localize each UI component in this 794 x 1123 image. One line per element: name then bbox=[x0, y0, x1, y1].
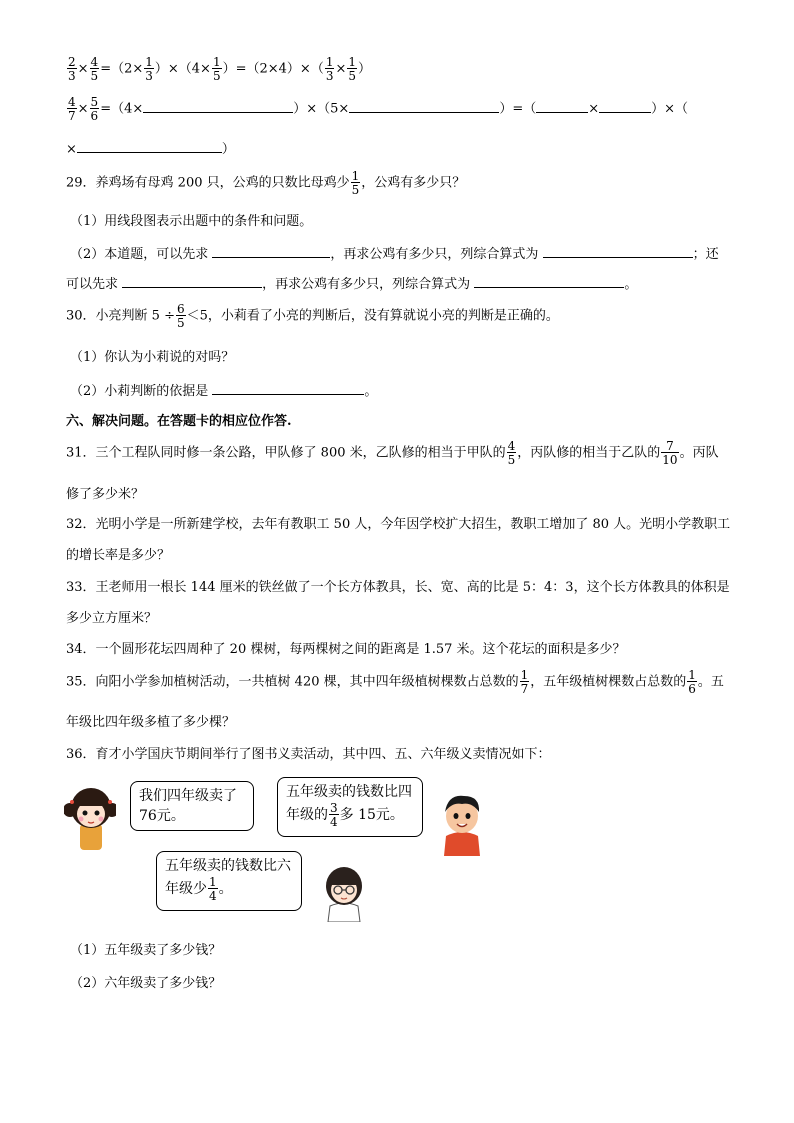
fraction: $\frac{7}{10}$ bbox=[662, 439, 678, 467]
answer-blank[interactable] bbox=[77, 140, 222, 153]
answer-blank[interactable] bbox=[212, 245, 330, 258]
answer-blank[interactable] bbox=[212, 382, 364, 395]
fraction: $\frac{3}{4}$ bbox=[330, 801, 338, 829]
answer-blank[interactable] bbox=[474, 275, 624, 288]
question-30-part-2: （2）小莉判断的依据是 。 bbox=[70, 384, 378, 399]
question-33-cont: 多少立方厘米？ bbox=[66, 611, 158, 626]
fraction: $\frac{1}{7}$ bbox=[520, 668, 529, 696]
question-32-cont: 的增长率是多少？ bbox=[66, 548, 171, 563]
speech-bubble-grade6: 五年级卖的钱数比六 年级少 $\frac{1}{4}$ 。 bbox=[156, 851, 302, 911]
question-29: 29．养鸡场有母鸡 200 只，公鸡的只数比母鸡少 $\frac{1}{5}$ ，公鸡有多少只？ bbox=[66, 169, 466, 197]
question-36-part-1: （1）五年级卖了多少钱？ bbox=[70, 943, 222, 958]
question-31-cont: 修了多少米？ bbox=[66, 487, 145, 502]
question-36: 36．育才小学国庆节期间举行了图书义卖活动，其中四、五、六年级义卖情况如下： bbox=[66, 747, 551, 762]
fraction: $\frac{4}{5}$ bbox=[507, 439, 516, 467]
fraction: $\frac{2}{3}$ bbox=[68, 55, 76, 83]
question-32: 32．光明小学是一所新建学校，去年有教职工 50 人，今年因学校扩大招生，教职工增加了 80 人。光明小学教职工 bbox=[66, 517, 731, 532]
question-30-part-1: （1）你认为小莉说的对吗？ bbox=[70, 350, 235, 365]
question-30: 30．小亮判断 5 ÷ $\frac{6}{5}$ ＜5，小莉看了小亮的判断后，没有算就说小亮的判断是正确的。 bbox=[66, 302, 559, 330]
question-34: 34．一个圆形花坛四周种了 20 棵树，每两棵树之间的距离是 1.57 米。这个花坛的面积是多少？ bbox=[66, 642, 626, 657]
fraction: $\frac{4}{5}$ bbox=[90, 55, 99, 83]
question-31: 31．三个工程队同时修一条公路，甲队修了 800 米，乙队修的相当于甲队的 $\frac{4}{5}$ ，丙队修的相当于乙队的 $\frac{7}{10}$ 。丙队 bbox=[66, 439, 719, 467]
fraction: $\frac{1}{4}$ bbox=[209, 875, 217, 903]
answer-blank[interactable] bbox=[599, 100, 651, 113]
answer-blank[interactable] bbox=[122, 275, 262, 288]
girl-avatar-icon bbox=[64, 780, 116, 852]
fraction: $\frac{1}{3}$ bbox=[325, 55, 334, 83]
question-35-cont: 年级比四年级多植了多少棵？ bbox=[66, 715, 236, 730]
question-29-part-2: （2）本道题，可以先求 ，再求公鸡有多少只，列综合算式为 ；还 bbox=[70, 247, 719, 262]
fraction: $\frac{1}{3}$ bbox=[145, 55, 153, 83]
girl-glasses-avatar-icon bbox=[320, 862, 368, 922]
question-29-part-2-cont: 可以先求 ，再求公鸡有多少只，列综合算式为 。 bbox=[66, 277, 638, 292]
boy-avatar-icon bbox=[436, 788, 488, 856]
math-line-3: × ） bbox=[66, 142, 235, 157]
fraction: $\frac{1}{5}$ bbox=[348, 55, 357, 83]
math-line-1: $\frac{2}{3}$ × $\frac{4}{5}$ =（2× $\frac{1}{3}$ ）×（4× $\frac{1}{5}$ ）=（2×4）×（ $\frac{1}{3}$ × $\frac{1}{5}$ ） bbox=[68, 55, 372, 83]
question-36-part-2: （2）六年级卖了多少钱？ bbox=[70, 976, 222, 991]
speech-bubble-grade4: 我们四年级卖了 76元。 bbox=[130, 781, 254, 831]
section-heading: 六、解决问题。在答题卡的相应位作答. bbox=[66, 414, 292, 429]
answer-blank[interactable] bbox=[349, 100, 499, 113]
fraction: $\frac{1}{5}$ bbox=[351, 169, 360, 197]
answer-blank[interactable] bbox=[536, 100, 588, 113]
fraction: $\frac{1}{5}$ bbox=[212, 55, 221, 83]
fraction: $\frac{1}{6}$ bbox=[688, 668, 696, 696]
fraction: $\frac{6}{5}$ bbox=[176, 302, 185, 330]
speech-bubble-grade5: 五年级卖的钱数比四 年级的 $\frac{3}{4}$ 多 15元。 bbox=[277, 777, 423, 837]
fraction: $\frac{5}{6}$ bbox=[90, 95, 99, 123]
math-line-2: $\frac{4}{7}$ × $\frac{5}{6}$ =（4× ）×（5× ）=（ × ）×（ bbox=[68, 95, 689, 123]
question-29-part-1: （1）用线段图表示出题中的条件和问题。 bbox=[70, 214, 313, 229]
answer-blank[interactable] bbox=[143, 100, 293, 113]
fraction: $\frac{4}{7}$ bbox=[68, 95, 76, 123]
question-33: 33．王老师用一根长 144 厘米的铁丝做了一个长方体教具，长、宽、高的比是 5：4：3，这个长方体教具的体积是 bbox=[66, 580, 730, 595]
answer-blank[interactable] bbox=[543, 245, 693, 258]
question-35: 35．向阳小学参加植树活动，一共植树 420 棵，其中四年级植树棵数占总数的 $\frac{1}{7}$ ，五年级植树棵数占总数的 $\frac{1}{6}$ 。五 bbox=[66, 668, 724, 696]
